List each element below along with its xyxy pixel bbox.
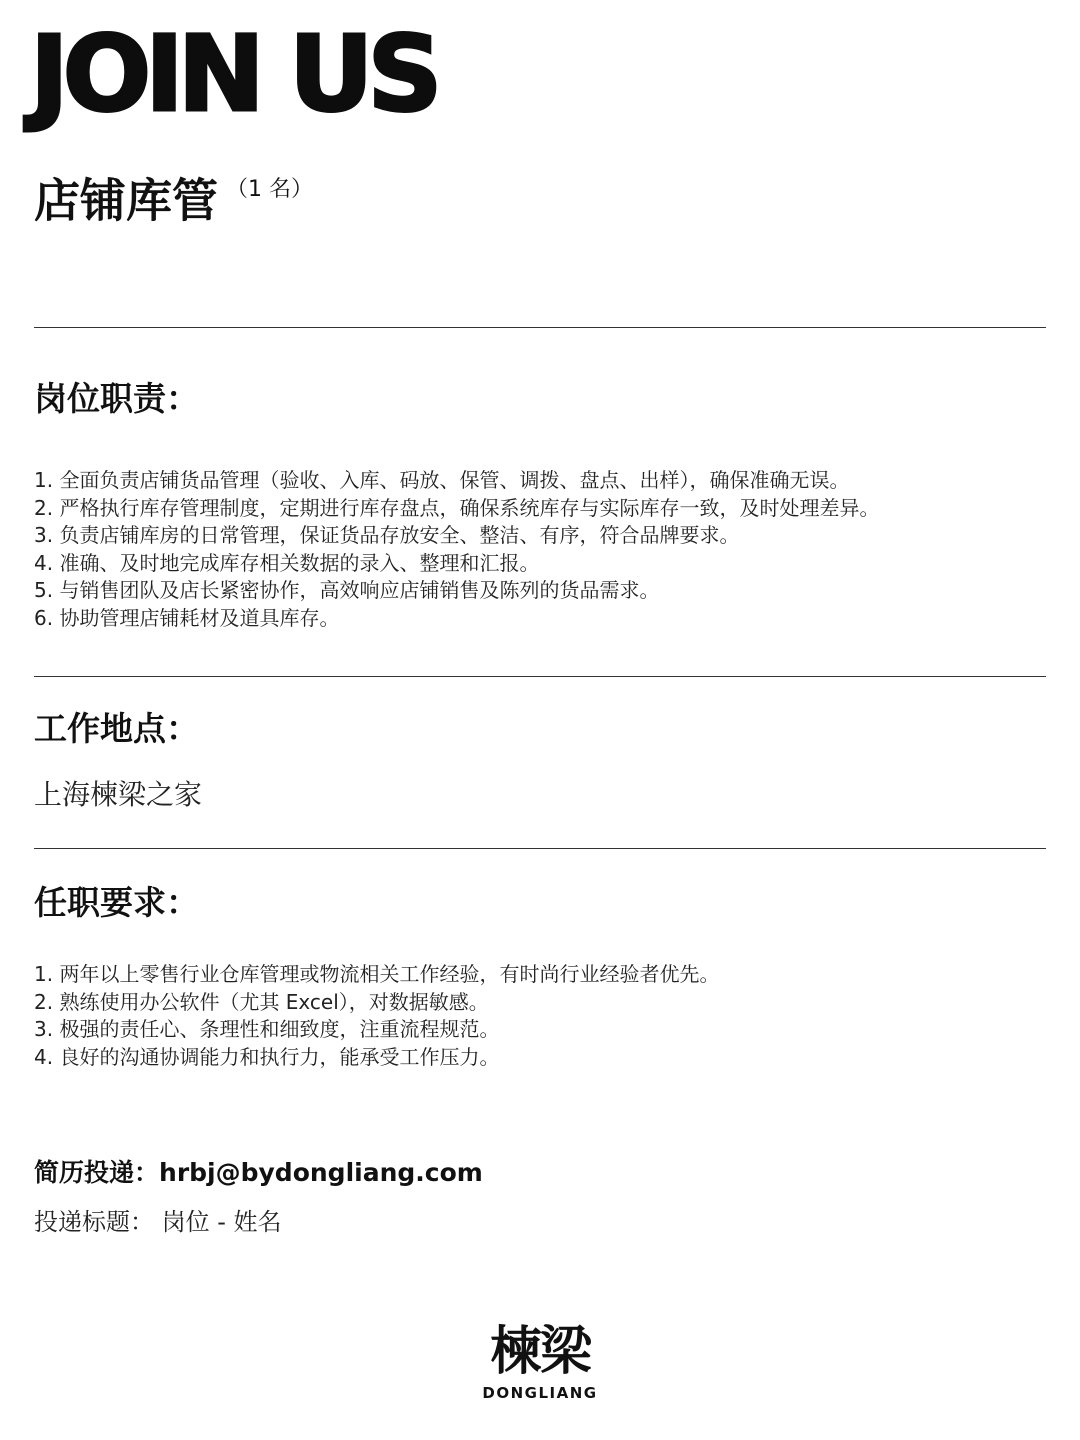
logo-wordmark-en: DONGLIANG bbox=[482, 1383, 598, 1402]
list-item: 3. 负责店铺库房的日常管理，保证货品存放安全、整洁、有序，符合品牌要求。 bbox=[34, 523, 740, 547]
subject-label: 投递标题： bbox=[34, 1208, 154, 1236]
location-value: 上海楝梁之家 bbox=[34, 778, 203, 811]
requirements-heading: 任职要求： bbox=[34, 883, 199, 922]
list-item: 2. 严格执行库存管理制度，定期进行库存盘点，确保系统库存与实际库存一致，及时处理差异。 bbox=[34, 495, 880, 520]
responsibilities-heading: 岗位职责： bbox=[34, 379, 199, 418]
logo-wordmark-cn: 楝梁 bbox=[489, 1321, 590, 1382]
job-title-name: 店铺库管 bbox=[34, 173, 218, 228]
email-subject bbox=[34, 1208, 282, 1237]
headline: JOIN US bbox=[30, 13, 437, 135]
resume-submission bbox=[34, 1158, 483, 1188]
divider bbox=[34, 848, 1046, 849]
divider bbox=[34, 327, 1046, 328]
divider bbox=[34, 676, 1046, 677]
list-item: 4. 良好的沟通协调能力和执行力，能承受工作压力。 bbox=[34, 1044, 500, 1069]
location-heading: 工作地点： bbox=[34, 709, 199, 748]
email-link[interactable]: hrbj@bydongliang.com bbox=[159, 1158, 483, 1187]
list-item: 5. 与销售团队及店长紧密协作，高效响应店铺销售及陈列的货品需求。 bbox=[34, 578, 660, 602]
list-item: 1. 两年以上零售行业仓库管理或物流相关工作经验，有时尚行业经验者优先。 bbox=[34, 962, 720, 986]
job-headcount: （1 名） bbox=[226, 177, 313, 202]
subject-value: 岗位 - 姓名 bbox=[161, 1208, 282, 1236]
requirements-list bbox=[34, 961, 719, 1071]
responsibilities-list bbox=[34, 467, 879, 632]
list-item: 4. 准确、及时地完成库存相关数据的录入、整理和汇报。 bbox=[34, 550, 540, 575]
job-title bbox=[34, 172, 313, 226]
list-item: 1. 全面负责店铺货品管理（验收、入库、码放、保管、调拨、盘点、出样），确保准确无误。 bbox=[34, 468, 850, 492]
list-item: 2. 熟练使用办公软件（尤其 Excel），对数据敏感。 bbox=[34, 989, 489, 1014]
list-item: 6. 协助管理店铺耗材及道具库存。 bbox=[34, 605, 340, 630]
resume-label: 简历投递： bbox=[34, 1158, 160, 1187]
brand-logo bbox=[440, 1321, 640, 1402]
list-item: 3. 极强的责任心、条理性和细致度，注重流程规范。 bbox=[34, 1017, 500, 1041]
